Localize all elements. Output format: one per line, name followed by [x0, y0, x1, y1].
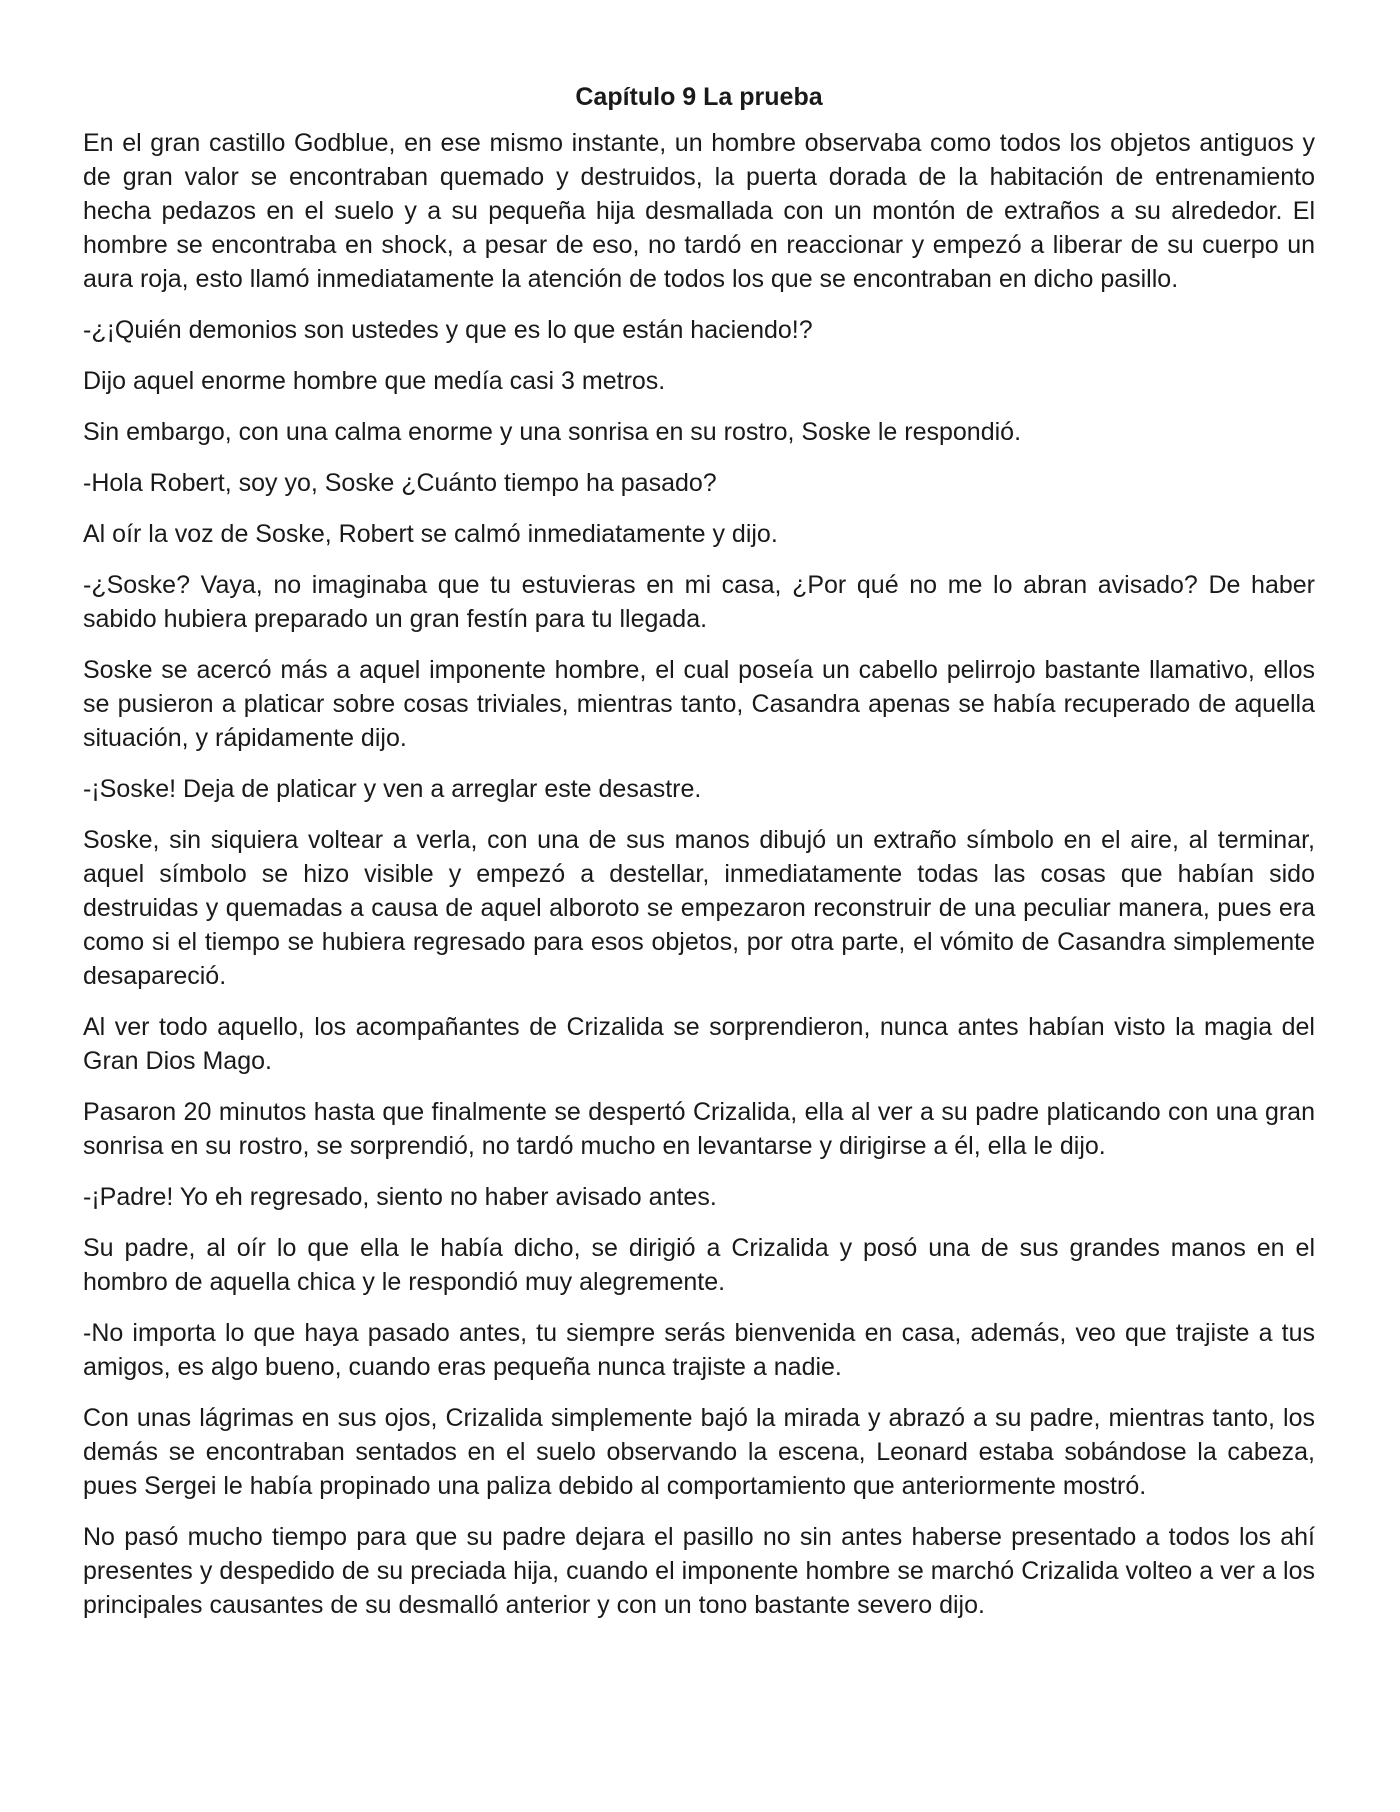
paragraph: Su padre, al oír lo que ella le había dicho, se dirigió a Crizalida y posó una de sus grandes manos en el hombro de aquella chica y le respondió muy alegremente.	[83, 1234, 1315, 1296]
paragraph: Con unas lágrimas en sus ojos, Crizalida simplemente bajó la mirada y abrazó a su padre, mientras tanto, los demás se encontraban sentados en el suelo observando la escena, Leonard estaba sobándose la cabeza, pues Sergei le había propinado una paliza debido al comportamiento que anteriormente mostró.	[83, 1404, 1315, 1500]
paragraph: -¡Padre! Yo eh regresado, siento no haber avisado antes.	[83, 1183, 717, 1211]
chapter-title: Capítulo 9 La prueba	[575, 83, 823, 111]
paragraph: Sin embargo, con una calma enorme y una sonrisa en su rostro, Soske le respondió.	[83, 418, 1022, 446]
paragraph: Soske, sin siquiera voltear a verla, con una de sus manos dibujó un extraño símbolo en el aire, al terminar, aquel símbolo se hizo visible y empezó a destellar, inmediatamente todas las cosas que habían sido destruidas y quemadas a causa de aquel alboroto se empezaron reconstruir de una peculiar manera, pues era como si el tiempo se hubiera regresado para esos objetos, por otra parte, el vómito de Casandra simplemente desapareció.	[83, 826, 1315, 990]
paragraph: -¿Soske? Vaya, no imaginaba que tu estuvieras en mi casa, ¿Por qué no me lo abran avisado? De haber sabido hubiera preparado un gran festín para tu llegada.	[83, 571, 1315, 633]
paragraph: No pasó mucho tiempo para que su padre dejara el pasillo no sin antes haberse presentado a todos los ahí presentes y despedido de su preciada hija, cuando el imponente hombre se marchó Crizalida volteo a ver a los principales causantes de su desmalló anterior y con un tono bastante severo dijo.	[83, 1523, 1315, 1619]
paragraph: -No importa lo que haya pasado antes, tu siempre serás bienvenida en casa, además, veo que trajiste a tus amigos, es algo bueno, cuando eras pequeña nunca trajiste a nadie.	[83, 1319, 1315, 1381]
paragraph: -¡Soske! Deja de platicar y ven a arreglar este desastre.	[83, 775, 702, 803]
paragraph: Pasaron 20 minutos hasta que finalmente se despertó Crizalida, ella al ver a su padre platicando con una gran sonrisa en su rostro, se sorprendió, no tardó mucho en levantarse y dirigirse a él, ella le dijo.	[83, 1098, 1315, 1160]
paragraph: -Hola Robert, soy yo, Soske ¿Cuánto tiempo ha pasado?	[83, 469, 717, 497]
document-page	[83, 80, 1315, 1639]
paragraph: Soske se acercó más a aquel imponente hombre, el cual poseía un cabello pelirrojo bastante llamativo, ellos se pusieron a platicar sobre cosas triviales, mientras tanto, Casandra apenas se había recuperado de aquella situación, y rápidamente dijo.	[83, 656, 1315, 752]
paragraph: Dijo aquel enorme hombre que medía casi 3 metros.	[83, 367, 666, 395]
paragraph: En el gran castillo Godblue, en ese mismo instante, un hombre observaba como todos los objetos antiguos y de gran valor se encontraban quemado y destruidos, la puerta dorada de la habitación de entrenamiento hecha pedazos en el suelo y a su pequeña hija desmallada con un montón de extraños a su alrededor. El hombre se encontraba en shock, a pesar de eso, no tardó en reaccionar y empezó a liberar de su cuerpo un aura roja, esto llamó inmediatamente la atención de todos los que se encontraban en dicho pasillo.	[83, 129, 1315, 293]
paragraph: Al ver todo aquello, los acompañantes de Crizalida se sorprendieron, nunca antes habían visto la magia del Gran Dios Mago.	[83, 1013, 1315, 1075]
paragraph: -¿¡Quién demonios son ustedes y que es lo que están haciendo!?	[83, 316, 813, 344]
paragraph: Al oír la voz de Soske, Robert se calmó inmediatamente y dijo.	[83, 520, 778, 548]
